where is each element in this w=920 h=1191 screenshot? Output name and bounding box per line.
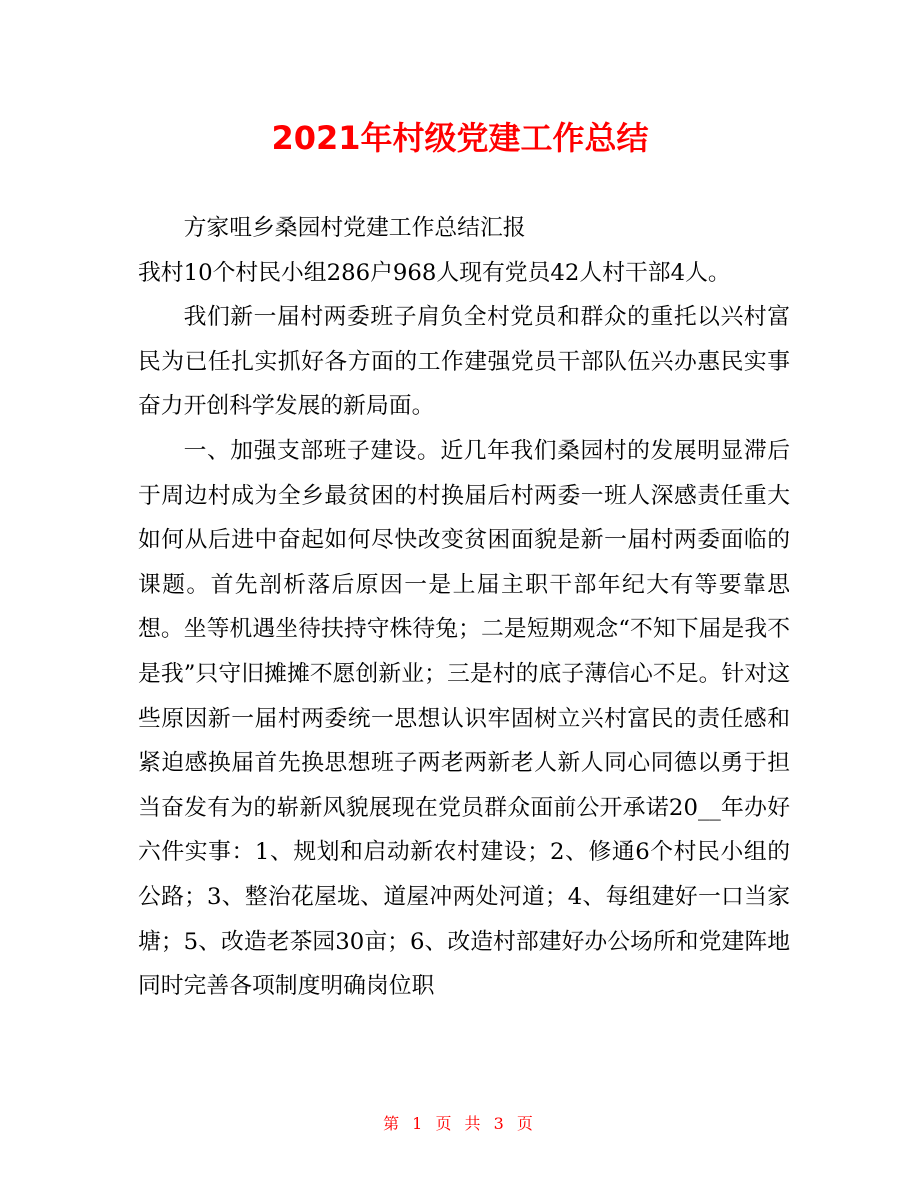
village-overview-paragraph: 我村10个村民小组286户968人现有党员42人村干部4人。 [138,259,731,286]
introduction-paragraph: 我们新一届村两委班子肩负全村党员和群众的重托以兴村富民为已任扎实抓好各方面的工作建强党员干部队伍兴办惠民实事奋力开创科学发展的新局面。 [138,304,790,420]
page-number-footer: 第 1 页 共 3 页 [383,1114,537,1133]
document-title: 2021年村级党建工作总结 [271,119,649,157]
document-body [138,206,790,1009]
branch-team-building-paragraph: 一、加强支部班子建设。近几年我们桑园村的发展明显滞后于周边村成为全乡最贫困的村换届后村两委一班人深感责任重大如何从后进中奋起如何尽快改变贫困面貌是新一届村两委面临的课题。首先剖析落后原因一是上届主职干部年纪大有等要靠思想。坐等机遇坐待扶持守株待兔；二是短期观念“不知下届是我不是我”只守旧摊摊不愿创新业；三是村的底子薄信心不足。针对这些原因新一届村两委统一思想认识牢固树立兴村富民的责任感和紧迫感换届首先换思想班子两老两新老人新人同心同德以勇于担当奋发有为的崭新风貌展现在党员群众面前公开承诺20__年办好六件实事：1、规划和启动新农村建设；2、修通6个村民小组的公路；3、整治花屋垅、道屋冲两处河道；4、每组建好一口当家塘；5、改造老茶园30亩；6、改造村部建好办公场所和党建阵地同时完善各项制度明确岗位职 [138,437,790,1000]
report-subtitle-paragraph: 方家咀乡桑园村党建工作总结汇报 [183,215,526,241]
